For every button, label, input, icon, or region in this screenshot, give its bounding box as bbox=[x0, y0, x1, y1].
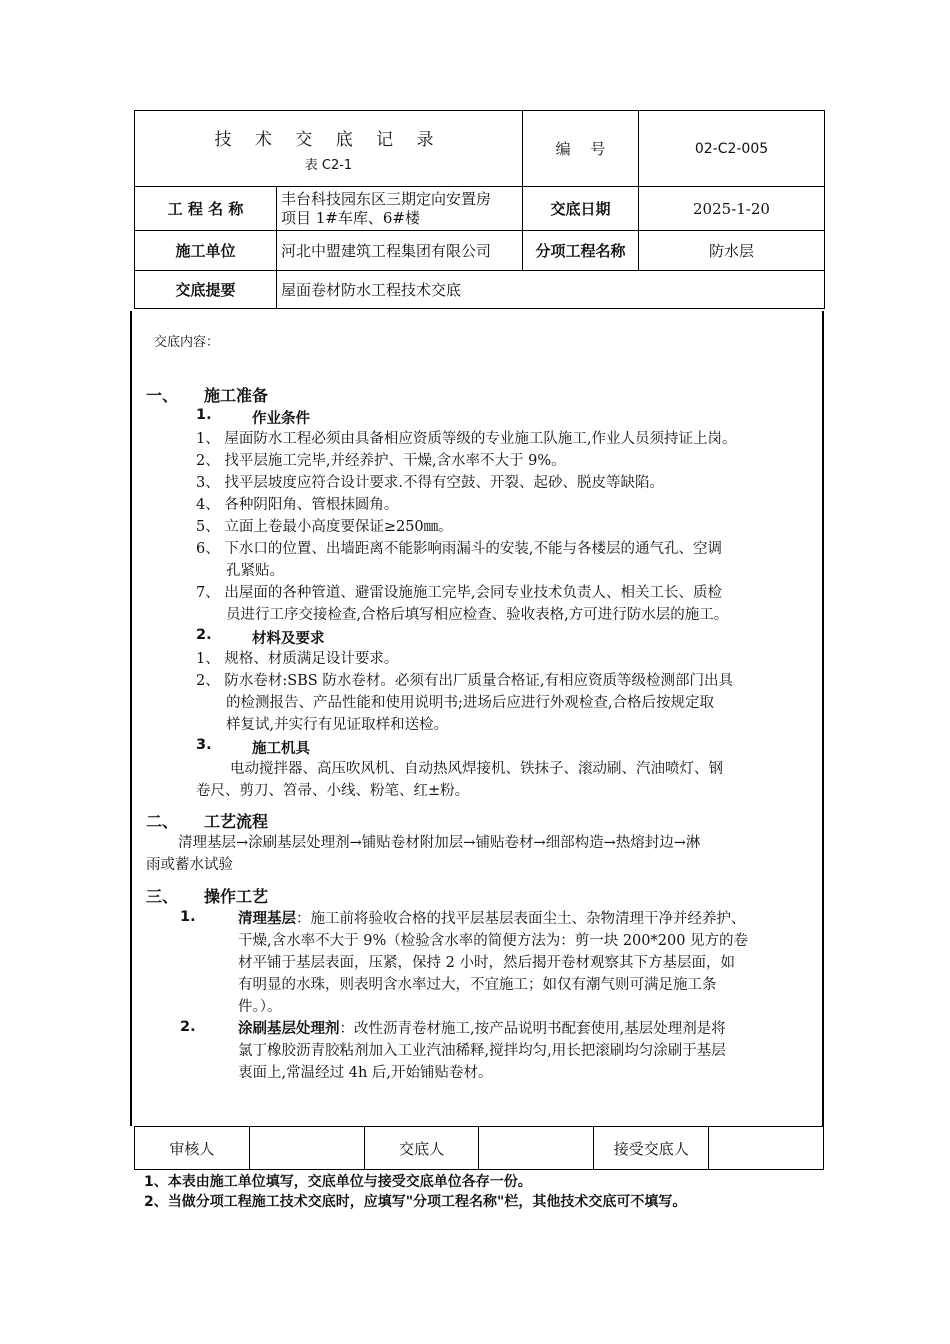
section2-number: 二、 bbox=[146, 812, 179, 831]
section3-title: 操作工艺 bbox=[204, 887, 269, 906]
project-name-line1: 丰台科技园东区三期定向安置房 bbox=[281, 189, 492, 208]
sub-item-label: 分项工程名称 bbox=[523, 231, 639, 271]
paragraph-line: 氯丁橡胶沥青胶粘剂加入工业汽油稀释,搅拌均匀,用长把滚刷均匀涂刷于基层 bbox=[238, 1043, 726, 1059]
intro-label: 交底内容： bbox=[154, 335, 220, 350]
paragraph-line: 雨或蓄水试验 bbox=[146, 857, 233, 873]
list-item: 2、 防水卷材:SBS 防水卷材。必须有出厂质量合格证,有相应资质等级检测部门出具 bbox=[196, 673, 733, 689]
paragraph-line: 有明显的水珠，则表明含水率过大，不宜施工；如仅有潮气则可满足施工条 bbox=[238, 977, 717, 993]
paragraph-line: 干燥,含水率不大于 9%（检验含水率的简便方法为：剪一块 200*200 见方的卷 bbox=[238, 933, 749, 949]
list-item-continuation: 孔紧贴。 bbox=[226, 563, 284, 579]
paragraph-line bbox=[238, 909, 746, 929]
date-label: 交底日期 bbox=[523, 187, 639, 231]
list-item: 3、 找平层坡度应符合设计要求.不得有空鼓、开裂、起砂、脱皮等缺陷。 bbox=[196, 475, 664, 491]
section1-title: 施工准备 bbox=[204, 386, 269, 405]
title-cell bbox=[135, 111, 523, 187]
paragraph-line bbox=[238, 1019, 726, 1039]
summary-label: 交底提要 bbox=[135, 271, 277, 309]
summary-value: 屋面卷材防水工程技术交底 bbox=[277, 271, 825, 309]
subsection1-2-title: 材料及要求 bbox=[252, 631, 325, 647]
presenter-field[interactable] bbox=[479, 1127, 594, 1170]
subsection1-3-number: 3. bbox=[196, 737, 212, 753]
list-item-continuation: 的检测报告、产品性能和使用说明书;进场后应进行外观检查,合格后按规定取 bbox=[226, 695, 714, 711]
list-item: 1、 屋面防水工程必须由具备相应资质等级的专业施工队施工,作业人员须持证上岗。 bbox=[196, 431, 737, 447]
list-item: 2、 找平层施工完毕,并经养护、干燥,含水率不大于 9%。 bbox=[196, 453, 566, 469]
sub-item-value: 防水层 bbox=[639, 231, 825, 271]
reviewer-label: 审核人 bbox=[135, 1127, 250, 1170]
number-value: 02-C2-005 bbox=[639, 111, 825, 187]
list-item: 1、 规格、材质满足设计要求。 bbox=[196, 651, 399, 667]
form-code: 表 C2-1 bbox=[304, 157, 353, 173]
receiver-label: 接受交底人 bbox=[594, 1127, 709, 1170]
presenter-label: 交底人 bbox=[364, 1127, 479, 1170]
list-item: 4、 各种阴阳角、管根抹圆角。 bbox=[196, 497, 399, 513]
unit-value: 河北中盟建筑工程集团有限公司 bbox=[277, 231, 523, 271]
paragraph-line: 件。）。 bbox=[238, 999, 282, 1015]
subsection1-3-title: 施工机具 bbox=[252, 741, 310, 757]
header-table bbox=[134, 110, 825, 309]
content-box bbox=[130, 311, 824, 1126]
signature-table bbox=[134, 1126, 824, 1170]
subsection3-2-text: ：改性沥青卷材施工,按产品说明书配套使用,基层处理剂是将 bbox=[339, 1021, 726, 1037]
footnote: 2、当做分项工程施工技术交底时，应填写"分项工程名称"栏，其他技术交底可不填写。 bbox=[144, 1194, 687, 1210]
list-item-continuation: 员进行工序交接检查,合格后填写相应检查、验收表格,方可进行防水层的施工。 bbox=[226, 607, 729, 623]
subsection3-1-text: ：施工前将验收合格的找平层基层表面尘土、杂物清理干净并经养护、 bbox=[296, 911, 746, 927]
paragraph-line: 衷面上,常温经过 4h 后,开始铺贴卷材。 bbox=[238, 1065, 493, 1081]
project-name-line2: 项目 1#车库、6#楼 bbox=[281, 208, 420, 227]
subsection1-1-title: 作业条件 bbox=[252, 411, 310, 427]
subsection1-2-number: 2. bbox=[196, 627, 212, 643]
section1-number: 一、 bbox=[146, 386, 179, 405]
paragraph-line: 清理基层→涂刷基层处理剂→铺贴卷材附加层→铺贴卷材→细部构造→热熔封边→淋 bbox=[178, 835, 701, 851]
section2-title: 工艺流程 bbox=[204, 812, 269, 831]
footnotes bbox=[144, 1172, 686, 1212]
subsection3-2-number: 2. bbox=[180, 1019, 196, 1035]
section3-number: 三、 bbox=[146, 887, 179, 906]
paragraph-line: 材平铺于基层表面，压紧，保持 2 小时，然后揭开卷材观察其下方基层面，如 bbox=[238, 955, 735, 971]
paragraph-line: 卷尺、剪刀、笤帚、小线、粉笔、红±粉。 bbox=[196, 783, 470, 799]
footnote: 1、本表由施工单位填写，交底单位与接受交底单位各存一份。 bbox=[144, 1174, 532, 1190]
list-item-continuation: 样复试,并实行有见证取样和送检。 bbox=[226, 717, 449, 733]
project-name-value bbox=[277, 187, 523, 231]
date-value: 2025-1-20 bbox=[639, 187, 825, 231]
subsection3-2-title: 涂刷基层处理剂 bbox=[238, 1021, 340, 1037]
list-item: 5、 立面上卷最小高度要保证≥250㎜。 bbox=[196, 519, 453, 535]
number-label: 编 号 bbox=[523, 111, 639, 187]
subsection3-1-number: 1. bbox=[180, 909, 196, 925]
unit-label: 施工单位 bbox=[135, 231, 277, 271]
paragraph-line: 电动搅拌器、高压吹风机、自动热风焊接机、铁抹子、滚动刷、汽油喷灯、钢 bbox=[230, 761, 723, 777]
project-name-label: 工 程 名 称 bbox=[135, 187, 277, 231]
list-item: 7、 出屋面的各种管道、避雷设施施工完毕,会同专业技术负责人、相关工长、质检 bbox=[196, 585, 722, 601]
subsection3-1-title: 清理基层 bbox=[238, 911, 296, 927]
form-title: 技 术 交 底 记 录 bbox=[214, 129, 443, 150]
subsection1-1-number: 1. bbox=[196, 407, 212, 423]
reviewer-field[interactable] bbox=[249, 1127, 364, 1170]
list-item: 6、 下水口的位置、出墙距离不能影响雨漏斗的安装,不能与各楼层的通气孔、空调 bbox=[196, 541, 722, 557]
receiver-field[interactable] bbox=[709, 1127, 824, 1170]
